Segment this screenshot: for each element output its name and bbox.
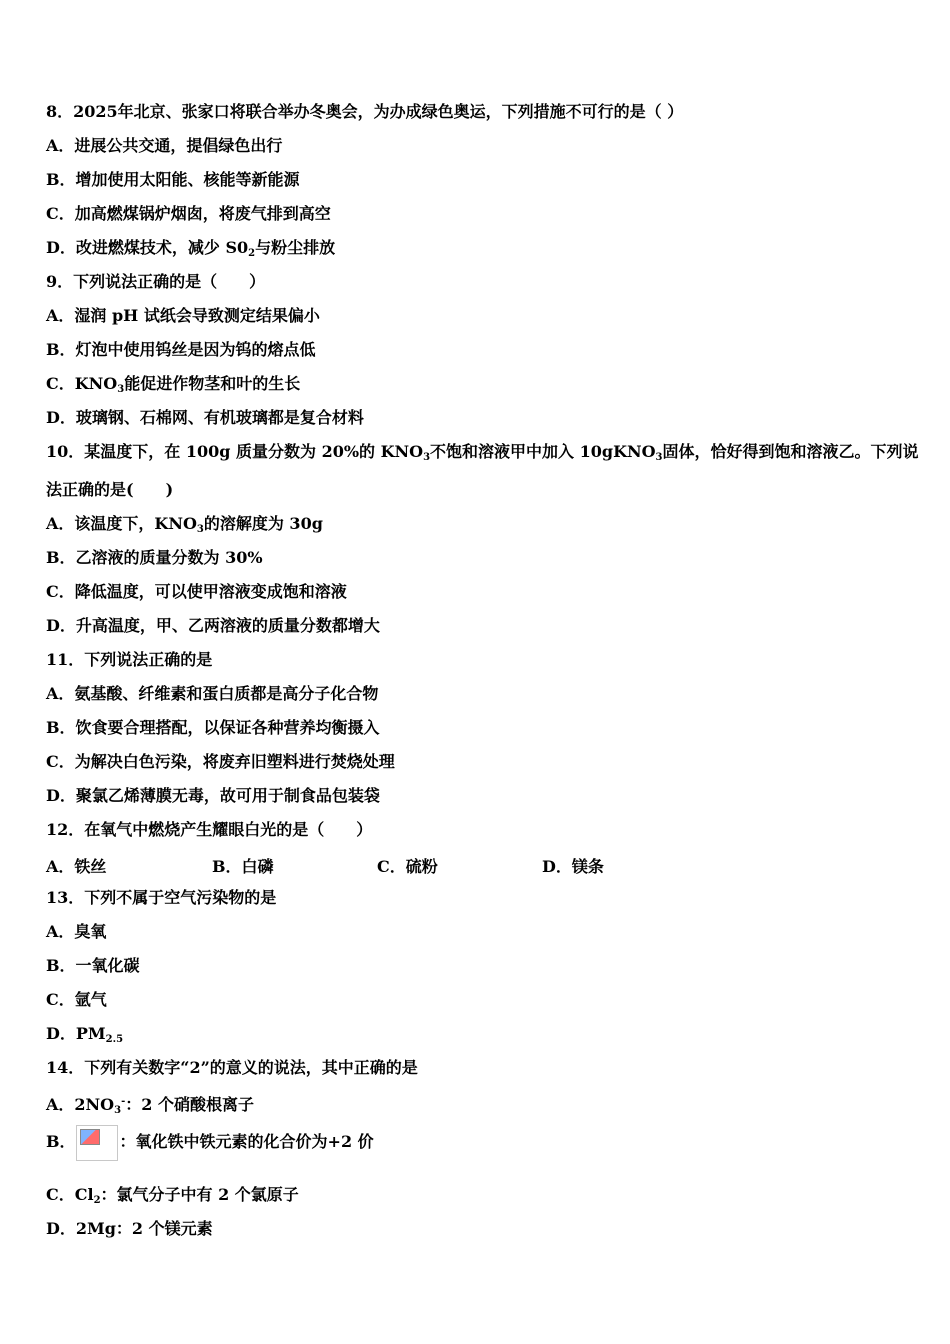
q9-option-a: A．湿润 pH 试纸会导致测定结果偏小 — [46, 306, 320, 325]
q14-option-a: A．$2NO_3^-$：2 个硝酸根离子 — [46, 1095, 254, 1116]
q14-option-d: D．2Mg：2 个镁元素 — [46, 1219, 213, 1238]
q9-option-c: C．$KNO_3$能促进作物茎和叶的生长 — [46, 374, 301, 395]
q10-option-a: A．该温度下，$KNO_3$的溶解度为 30g — [46, 514, 323, 535]
q8-stem: 8．2025年北京、张家口将联合举办冬奥会，为办成绿色奥运，下列措施不可行的是（ ） — [46, 102, 684, 121]
q8-option-a: A．进展公共交通，提倡绿色出行 — [46, 136, 283, 155]
q9-option-b: B．灯泡中使用钨丝是因为钨的熔点低 — [46, 340, 316, 359]
q13-stem: 13．下列不属于空气污染物的是 — [46, 888, 277, 907]
q10-stem-line1: 10．某温度下，在 100g 质量分数为 20%的 $KNO_3$不饱和溶液甲中加入 10gKNO$_3$固体，恰好得到饱和溶液乙。下列说 — [46, 442, 919, 463]
q11-option-a: A．氨基酸、纤维素和蛋白质都是高分子化合物 — [46, 684, 379, 703]
q11-stem: 11．下列说法正确的是 — [46, 650, 213, 669]
q14-option-c: C．$Cl_2$：氯气分子中有 2 个氯原子 — [46, 1185, 299, 1206]
q12-stem: 12．在氧气中燃烧产生耀眼白光的是（ ） — [46, 820, 373, 839]
q10-option-d: D．升高温度，甲、乙两溶液的质量分数都增大 — [46, 616, 380, 635]
q8-option-b: B．增加使用太阳能、核能等新能源 — [46, 170, 300, 189]
q9-stem: 9．下列说法正确的是（ ） — [46, 272, 266, 291]
q13-option-d: D．$PM_{2.5}$ — [46, 1024, 124, 1045]
q14-stem: 14．下列有关数字“2”的意义的说法，其中正确的是 — [46, 1058, 418, 1077]
q12-option-a: A．铁丝 — [46, 857, 107, 876]
q8-option-d: D．改进燃煤技术，减少 $S0_2$与粉尘排放 — [46, 238, 336, 259]
q10-option-b: B．乙溶液的质量分数为 30% — [46, 548, 263, 567]
q11-option-b: B．饮食要合理搭配，以保证各种营养均衡摄入 — [46, 718, 380, 737]
q12-option-d: D．镁条 — [542, 857, 604, 876]
q10-option-c: C．降低温度，可以使甲溶液变成饱和溶液 — [46, 582, 347, 601]
q9-option-d: D．玻璃钢、石棉网、有机玻璃都是复合材料 — [46, 408, 364, 427]
q10-stem-line2: 法正确的是( ) — [46, 480, 174, 499]
q13-option-a: A．臭氧 — [46, 922, 107, 941]
q12-option-c: C．硫粉 — [377, 857, 438, 876]
q14-option-b: B． ：氧化铁中铁元素的化合价为+2 价 — [46, 1124, 374, 1161]
broken-image-icon — [76, 1125, 118, 1161]
q11-option-d: D．聚氯乙烯薄膜无毒，故可用于制食品包装袋 — [46, 786, 380, 805]
q12-option-b: B．白磷 — [212, 857, 274, 876]
q8-option-c: C．加高燃煤锅炉烟囱，将废气排到高空 — [46, 204, 331, 223]
q13-option-c: C．氩气 — [46, 990, 107, 1009]
q13-option-b: B．一氧化碳 — [46, 956, 140, 975]
q11-option-c: C．为解决白色污染，将废弃旧塑料进行焚烧处理 — [46, 752, 395, 771]
